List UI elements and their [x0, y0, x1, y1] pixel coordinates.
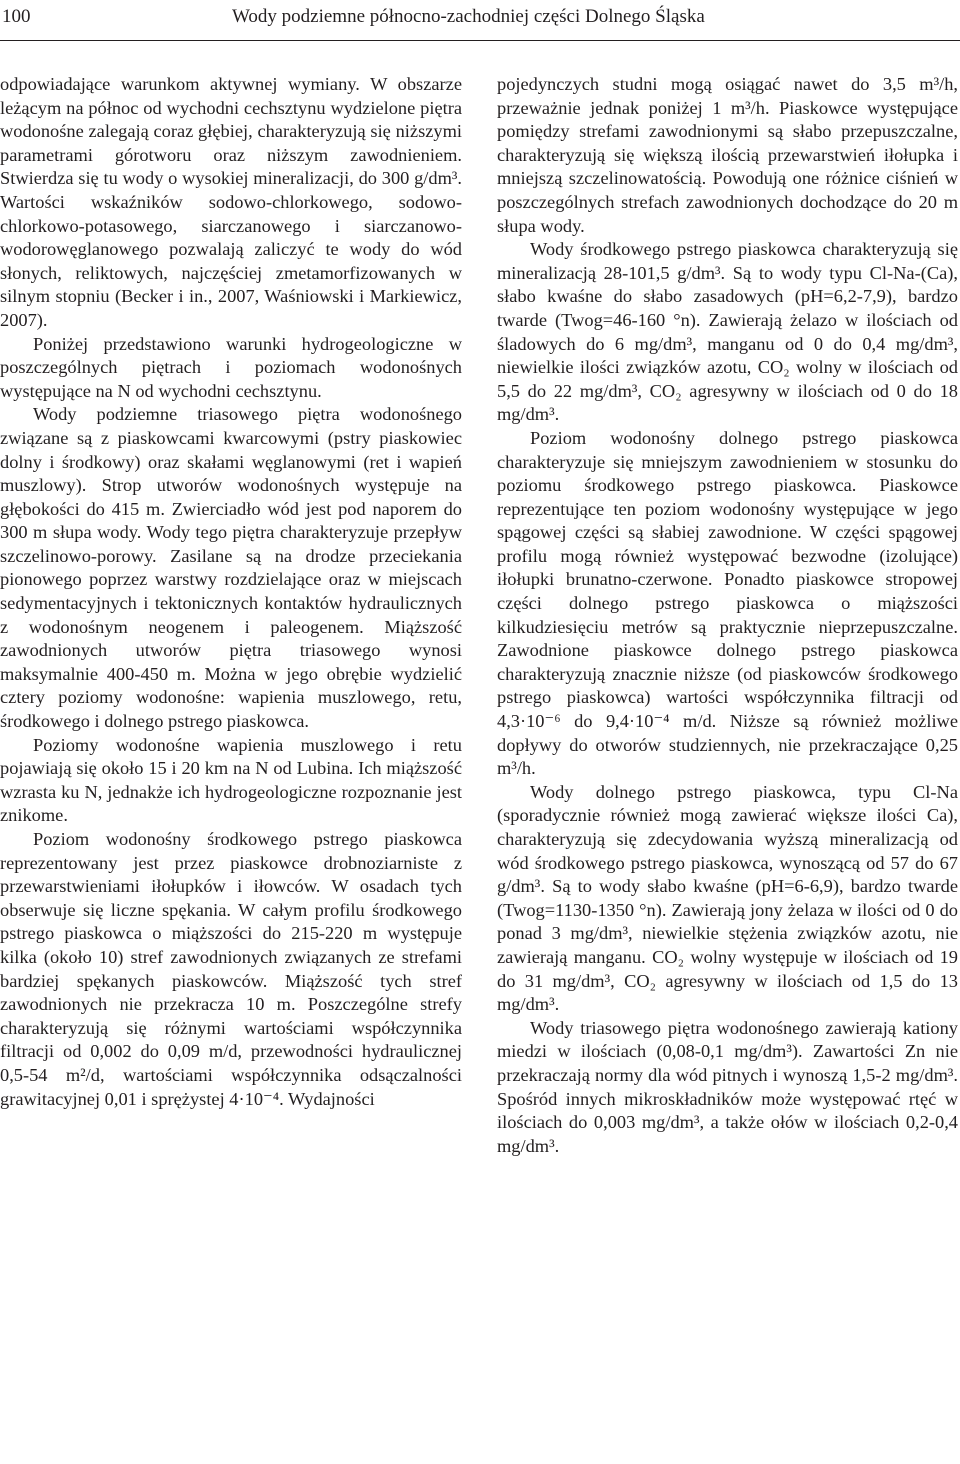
page-number: 100	[2, 6, 31, 27]
paragraph: Wody dolnego pstrego piaskowca, typu Cl-Na (sporadycznie również mogą zawierać większe ilości Ca), charakteryzują się zdecydowania wyższą mineralizacją od wód środkowego pstrego piaskowca, wynoszącą od 57 do 67 g/dm³. Są to wody słabo kwaśne (pH=6-6,9), bardzo twarde (Twog=1130-1350 °n). Zawierają jony żelaza w ilości od 0 do ponad 3 mg/dm³, niewielkie stężenia związków azotu, nie zawierają manganu. CO₂ wolny występuje w ilościach od 19 do 31 mg/dm³, CO₂ agresywny w ilościach od 1,5 do 13 mg/dm³.	[497, 781, 958, 1015]
running-title: Wody podziemne północno-zachodniej części Dolnego Śląska	[232, 6, 705, 27]
paragraph: Poziom wodonośny dolnego pstrego piaskowca charakteryzuje się mniejszym zawodnieniem w stosunku do poziomu środkowego pstrego piaskowca. Piaskowce reprezentujące ten poziom wodonośny występujące w jego spągowej części są słabiej zawodnione. W części spągowej profilu mogą również występować bezwodne (izolujące) iłołupki brunatno-czerwone. Ponadto piaskowce stropowej części dolnego pstrego piaskowca o miąższości kilkudziesięciu metrów są praktycznie nieprzepuszczalne. Zawodnione piaskowce dolnego pstrego piaskowca charakteryzują znacznie niższe (od piaskowców środkowego pstrego piaskowca) wartości współczynnika filtracji od 4,3·10⁻⁶ do 9,4·10⁻⁴ m/d. Niższe są również możliwe dopływy do otworów studziennych, nie przekraczające 0,25 m³/h.	[497, 427, 958, 779]
right-column	[497, 73, 958, 1158]
header-rule	[0, 40, 960, 41]
paragraph: Wody triasowego piętra wodonośnego zawierają kationy miedzi w ilościach (0,08-0,1 mg/dm³). Zawartości Zn nie przekraczają normy dla wód pitnych i wynoszą 1,5-2 mg/dm³. Spośród innych mikroskładników może występować rtęć w ilościach do 0,003 mg/dm³, a także ołów w ilościach 0,2-0,4 mg/dm³.	[497, 1017, 958, 1156]
paragraph: Wody środkowego pstrego piaskowca charakteryzują się mineralizacją 28-101,5 g/dm³. Są to wody typu Cl-Na-(Ca), słabo kwaśne do słabo zasadowych (pH=6,2-7,9), bardzo twarde (Twog=46-160 °n). Zawierają żelazo w ilościach od śladowych do 6 mg/dm³, manganu od 0 do 0,4 mg/dm³, niewielkie ilości związków azotu, CO₂ wolny w ilościach od 5,5 do 22 mg/dm³, CO₂ agresywny w ilościach od 0 do 18 mg/dm³.	[497, 239, 958, 425]
page-header	[0, 0, 960, 36]
paragraph: pojedynczych studni mogą osiągać nawet do 3,5 m³/h, przeważnie jednak poniżej 1 m³/h. Piaskowce występujące pomiędzy strefami zawodnionymi są słabo przepuszczalne, charakteryzują się większą ilością przewarstwień iłołupka i mniejszą szczelinowatością. Powodują one różnice ciśnień w poszczególnych strefach zawodnionych dochodzące do 20 m słupa wody.	[497, 74, 958, 236]
paragraph: odpowiadające warunkom aktywnej wymiany. W obszarze leżącym na północ od wychodni cechsztynu wydzielone piętra wodonośne zalegają coraz głębiej, charakteryzują się niższymi parametrami górotworu oraz niższym zawodnieniem. Stwierdza się tu wody o wysokiej mineralizacji, do 300 g/dm³. Wartości wskaźników sodowo-chlorkowego, sodowo-chlorkowo-potasowego, siarczanowego i siarczanowo-wodorowęglanowego pozwalają zaliczyć te wody do wód słonych, reliktowych, najczęściej zmetamorfizowanych w silnym stopniu (Becker i in., 2007, Waśniowski i Markiewicz, 2007).	[0, 74, 462, 330]
paragraph: Poziomy wodonośne wapienia muszlowego i retu pojawiają się około 15 i 20 km na N od Lubina. Ich miąższość wzrasta ku N, jednakże ich hydrogeologiczne rozpoznanie jest znikome.	[0, 734, 462, 826]
left-column	[0, 73, 462, 1111]
paragraph: Poziom wodonośny środkowego pstrego piaskowca reprezentowany jest przez piaskowce drobnoziarniste z przewarstwieniami iłołupków i iłowców. W osadach tych obserwuje się liczne spękania. W całym profilu środkowego pstrego piaskowca o miąższości do 215-220 m występuje kilka (około 10) stref zawodnionych związanych ze strefami bardziej spękanych piaskowców. Miąższość tych stref zawodnionych nie przekracza 10 m. Poszczególne strefy charakteryzują się różnymi wartościami współczynnika filtracji od 0,002 do 0,09 m/d, przewodności hydraulicznej 0,5-54 m²/d, wartościami współczynnika odsączalności grawitacyjnej 0,01 i sprężystej 4·10⁻⁴. Wydajności	[0, 829, 462, 1109]
paragraph: Wody podziemne triasowego piętra wodonośnego związane są z piaskowcami kwarcowymi (pstry piaskowiec dolny i środkowy) oraz skałami węglanowymi (ret i wapień muszlowy). Strop utworów wodonośnych występuje na głębokości do 415 m. Zwierciadło wód jest pod naporem do 300 m słupa wody. Wody tego piętra charakteryzuje przepływ szczelinowo-porowy. Zasilane są na drodze przeciekania pionowego poprzez warstwy rozdzielające oraz w miejscach sedymentacyjnych i tektonicznych kontaktów hydraulicznych z wodonośnym neogenem i paleogenem. Miąższość zawodnionych utworów piętra triasowego wynosi maksymalnie 400-450 m. Można w jego obrębie wydzielić cztery poziomy wodonośne: wapienia muszlowego, retu, środkowego i dolnego pstrego piaskowca.	[0, 404, 462, 732]
paragraph: Poniżej przedstawiono warunki hydrogeologiczne w poszczególnych piętrach i poziomach wodonośnych występujące na N od wychodni cechsztynu.	[0, 333, 462, 401]
